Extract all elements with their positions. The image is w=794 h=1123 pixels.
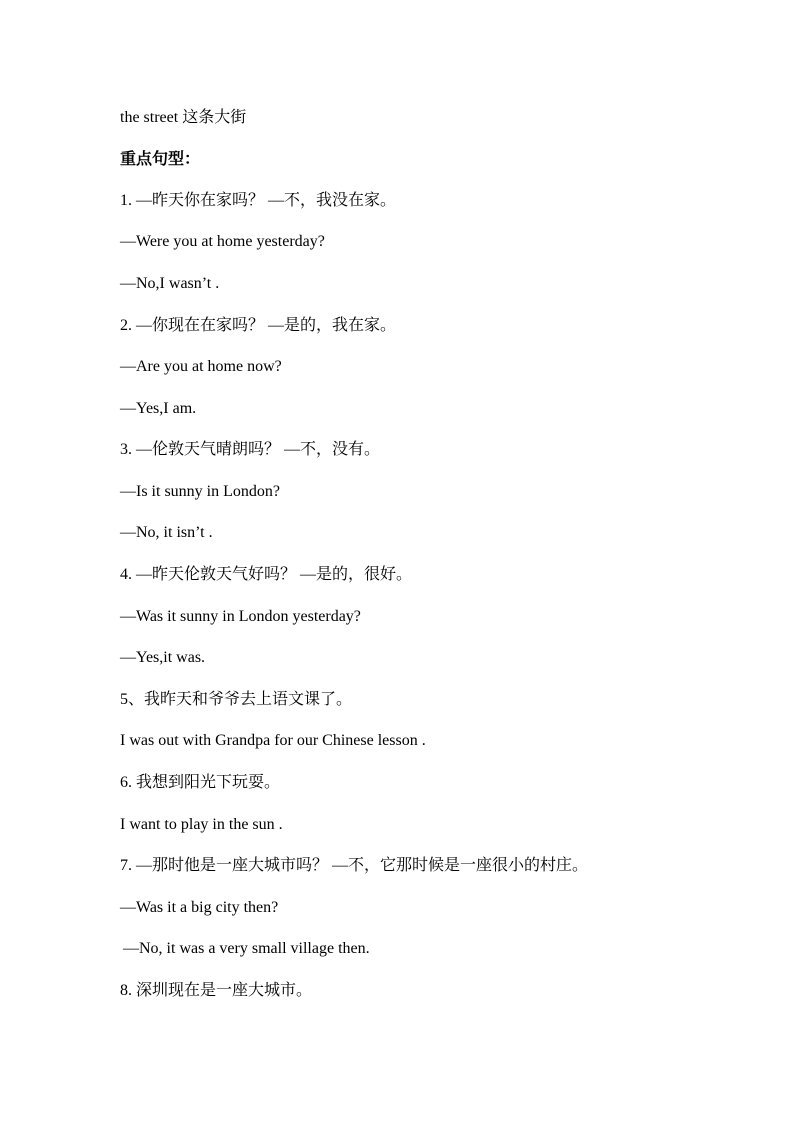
sentence-line: —Were you at home yesterday? (120, 233, 325, 250)
sentence-line: I was out with Grandpa for our Chinese lesson . (120, 732, 426, 749)
sentence-line: —No, it isn’t . (120, 524, 213, 541)
section-heading: 重点句型： (120, 151, 201, 168)
sentence-line: —Are you at home now? (120, 358, 282, 375)
sentence-line: 8. 深圳现在是一座大城市。 (120, 982, 313, 999)
sentence-line: 1. —昨天你在家吗？ —不，我没在家。 (120, 192, 397, 209)
sentence-line: 7. —那时他是一座大城市吗？ —不，它那时候是一座很小的村庄。 (120, 857, 589, 874)
sentence-line: —No, it was a very small village then. (123, 940, 370, 957)
sentence-line: —Is it sunny in London? (120, 483, 280, 500)
sentence-line: 2. —你现在在家吗？ —是的，我在家。 (120, 317, 397, 334)
sentence-line: —Was it sunny in London yesterday? (120, 608, 361, 625)
sentence-line: 3. —伦敦天气晴朗吗？ —不，没有。 (120, 441, 381, 458)
sentence-line: I want to play in the sun . (120, 816, 283, 833)
vocab-line: the street 这条大街 (120, 109, 247, 126)
sentence-line: —Yes,it was. (120, 649, 206, 666)
sentence-line: —No,I wasn’t . (120, 275, 220, 292)
sentence-line: 5、我昨天和爷爷去上语文课了。 (120, 691, 353, 708)
sentence-line: —Yes,I am. (120, 400, 197, 417)
sentence-line: —Was it a big city then? (120, 899, 279, 916)
sentence-line: 6. 我想到阳光下玩耍。 (120, 774, 281, 791)
sentence-line: 4. —昨天伦敦天气好吗？ —是的，很好。 (120, 566, 413, 583)
